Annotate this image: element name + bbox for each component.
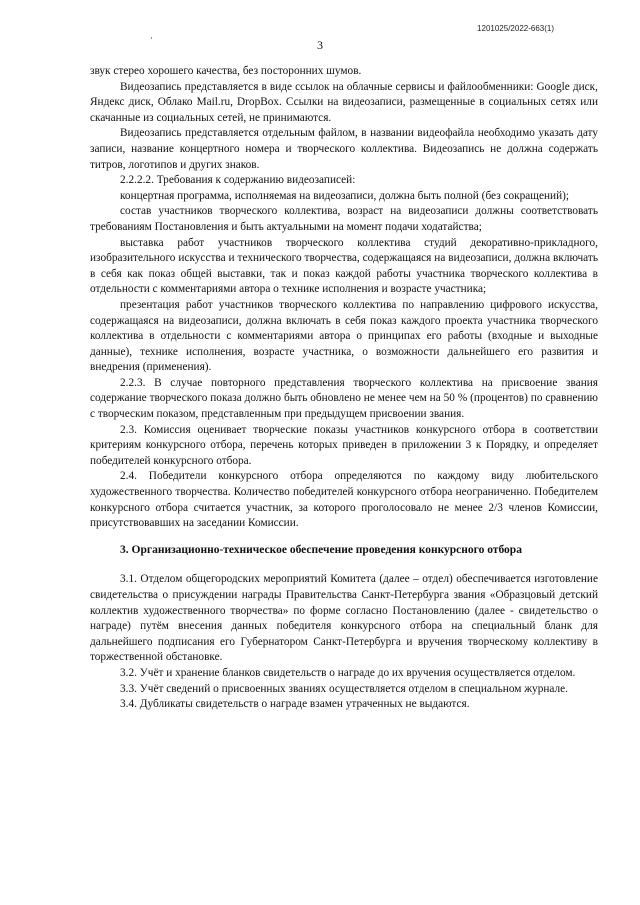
paragraph: состав участников творческого коллектива, возраст на видеозаписи должны соответствовать требованиям Постановления и быть актуальными на момент подачи ходатайства; <box>90 205 598 233</box>
paragraph: звук стерео хорошего качества, без посторонних шумов. <box>90 65 362 77</box>
paragraph: Видеозапись представляется отдельным файлом, в названии видеофайла необходимо указать дату записи, название концертного номера и творческого коллектива. Видеозапись не должна содержать титров, логотипов и других знаков. <box>90 127 598 171</box>
paragraph: Видеозапись представляется в виде ссылок на облачные сервисы и файлообменники: Google диск, Яндекс диск, Облако Mail.ru, DropBox. Ссылки на видеозаписи, размещенные в социальных сетях или скачанные из социальных сетей, не принимаются. <box>90 80 598 124</box>
paragraph: концертная программа, исполняемая на видеозаписи, должна быть полной (без сокращений); <box>120 189 570 202</box>
scan-dot: · <box>150 33 153 43</box>
page-number: 3 <box>317 38 323 52</box>
paragraph: 3.2. Учёт и хранение бланков свидетельств о награде до их вручения осуществляется отделом. <box>120 666 576 679</box>
paragraph: 3.1. Отделом общегородских мероприятий Комитета (далее – отдел) обеспечивается изготовление свидетельства о присуждении награды Правительства Санкт-Петербурга звания «Образцовый детский коллектив художественного творчества» по форме согласно Постановлению (далее - свидетельство о награде) путём внесения данных победителя конкурсного отбора на специальный бланк для дальнейшего подписания его Губернатором Санкт-Петербурга и вручения творческому коллективу в торжественной обстановке. <box>90 573 598 664</box>
paragraph: выставка работ участников творческого коллектива студий декоративно-прикладного, изобразительного искусства и технического творчества, содержащаяся на видеозаписи, должна включать в себя как показ общей выставки, так и показ каждой работы участника творческого коллектива в отдельности с комментариями автора о технике исполнения и возрасте участника; <box>90 236 598 296</box>
section-heading: 3. Организационно-техническое обеспечение проведения конкурсного отбора <box>120 543 522 556</box>
document-number: 1201025/2022-663(1) <box>477 24 554 33</box>
paragraph: презентация работ участников творческого коллектива по направлению цифрового искусства, содержащаяся на видеозаписи, должна включать в себя показ каждого проекта участника творческого коллектива в отдельности с комментариями автора о принципах его работы (входные и выходные данные), технике исполнения, возрасте участника, о возможности дальнейшего его развития и внедрения (применения). <box>90 298 598 374</box>
paragraph: 2.2.3. В случае повторного представления творческого коллектива на присвоение звания содержание творческого показа должно быть обновлено не менее чем на 50 % (процентов) по сравнению с творческим показом, представленным при предыдущем присвоении звания. <box>90 376 598 421</box>
paragraph: 3.4. Дубликаты свидетельств о награде взамен утраченных не выдаются. <box>120 698 470 711</box>
paragraph: 2.2.2.2. Требования к содержанию видеозаписей: <box>120 174 356 187</box>
document-body <box>90 64 598 713</box>
paragraph: 2.4. Победители конкурсного отбора определяются по каждому виду любительского художественного творчества. Количество победителей конкурсного отбора неограниченно. Победителем конкурсного отбора считается участник, за которого проголосовало не менее 2/3 членов Комиссии, присутствовавших на заседании Комиссии. <box>90 470 598 530</box>
paragraph: 3.3. Учёт сведений о присвоенных званиях осуществляется отделом в специальном журнале. <box>120 682 568 695</box>
paragraph: 2.3. Комиссия оценивает творческие показы участников конкурсного отбора в соответствии критериям конкурсного отбора, перечень которых приведен в приложении 3 к Порядку, и определяет победителей конкурсного отбора. <box>90 423 598 467</box>
